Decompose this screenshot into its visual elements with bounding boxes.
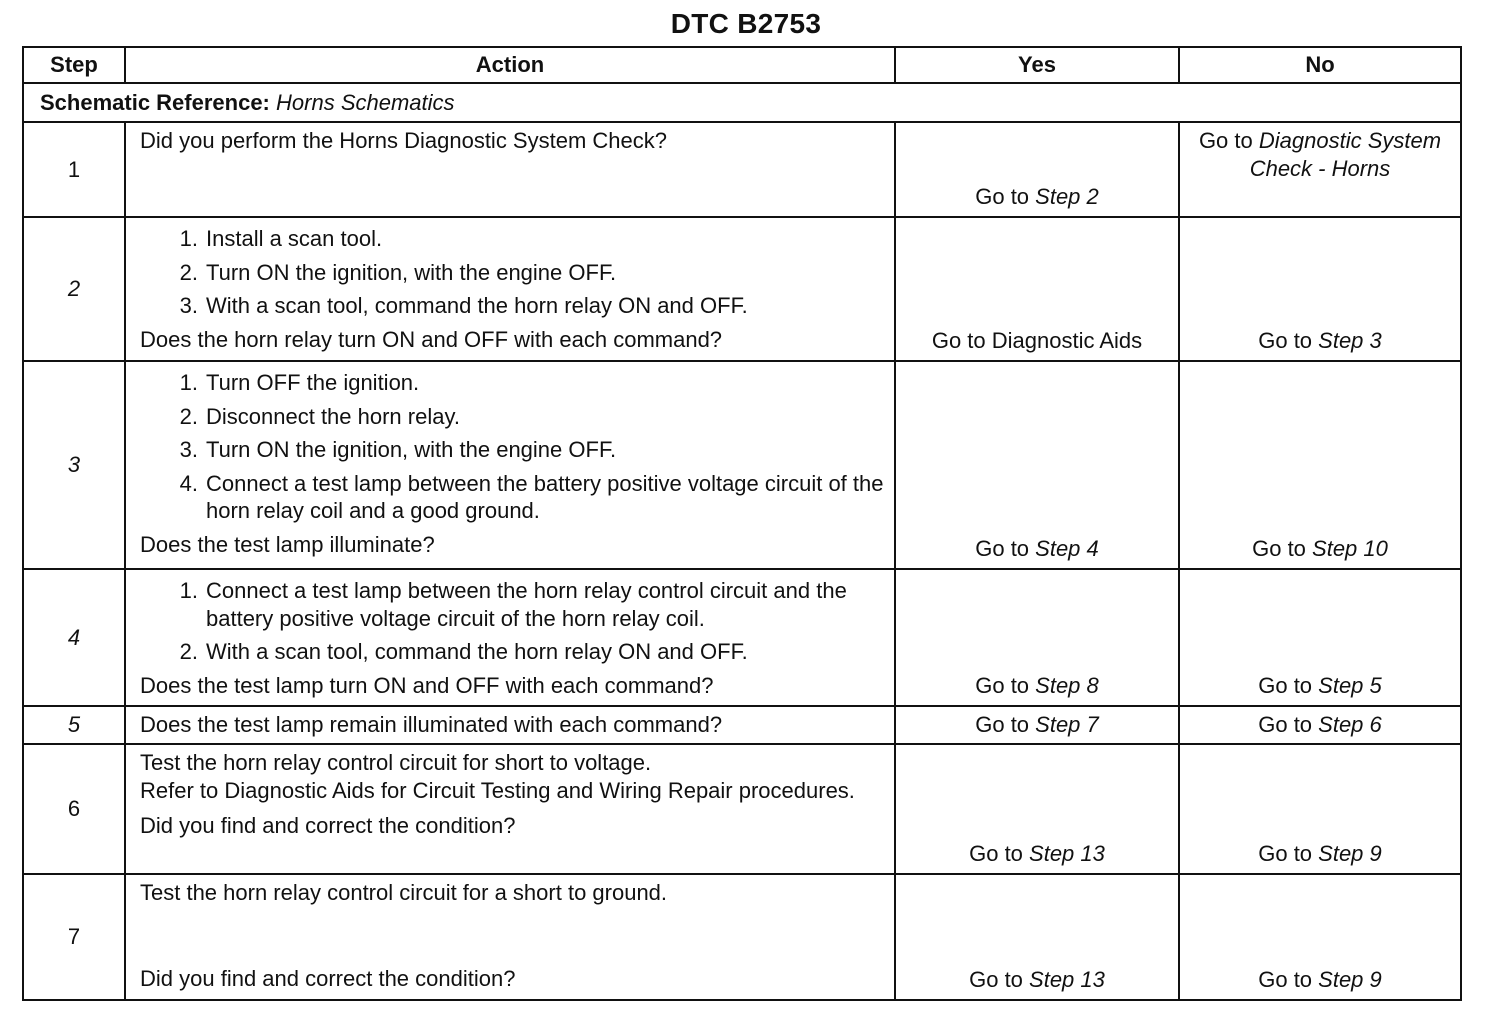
no-step-ref: Step 10 bbox=[1312, 535, 1388, 561]
action-cell bbox=[125, 744, 895, 874]
step-number: 7 bbox=[23, 874, 125, 1000]
action-step-text: Connect a test lamp between the battery positive voltage circuit of the horn relay coil and a good ground. bbox=[206, 470, 884, 523]
action-step-text: Turn ON the ignition, with the engine OFF. bbox=[206, 437, 617, 462]
action-step bbox=[140, 638, 884, 666]
no-prefix: Go to bbox=[1258, 327, 1319, 353]
action-question: Does the test lamp illuminate? bbox=[140, 531, 435, 557]
no-cell bbox=[1179, 361, 1461, 569]
action-step-text: With a scan tool, command the horn relay ON and OFF. bbox=[206, 293, 748, 318]
action-intro: Test the horn relay control circuit for short to voltage. bbox=[140, 750, 652, 775]
diagnostic-table bbox=[22, 46, 1462, 1001]
header-row bbox=[23, 47, 1461, 83]
action-step-number: 3. bbox=[179, 293, 198, 318]
yes-step-ref: Step 2 bbox=[1035, 183, 1099, 209]
action-cell bbox=[125, 361, 895, 569]
schematic-reference-name: Horns Schematics bbox=[276, 89, 455, 115]
no-cell bbox=[1179, 744, 1461, 874]
table-row bbox=[23, 744, 1461, 874]
schematic-reference-label: Schematic Reference: bbox=[40, 89, 270, 115]
yes-cell bbox=[895, 874, 1179, 1000]
action-step-text: Turn ON the ignition, with the engine OFF. bbox=[206, 259, 617, 285]
action-question: Did you find and correct the condition? bbox=[140, 965, 516, 991]
yes-step-ref: Step 4 bbox=[1035, 535, 1099, 561]
yes-prefix: Go to Diagnostic Aids bbox=[931, 327, 1143, 353]
action-steps bbox=[140, 577, 884, 666]
schematic-reference-row bbox=[23, 83, 1461, 122]
action-step bbox=[140, 225, 884, 253]
no-step-ref: Step 6 bbox=[1318, 712, 1382, 738]
action-question: Did you find and correct the condition? bbox=[140, 813, 516, 838]
action-cell bbox=[125, 569, 895, 706]
yes-prefix: Go to bbox=[975, 535, 1036, 561]
yes-prefix: Go to bbox=[975, 712, 1036, 738]
action-cell bbox=[125, 874, 895, 1000]
action-step-number: 4. bbox=[179, 470, 198, 496]
yes-cell bbox=[895, 569, 1179, 706]
no-cell bbox=[1179, 706, 1461, 744]
no-prefix: Go to bbox=[1198, 128, 1259, 153]
action-cell bbox=[125, 217, 895, 361]
no-step-ref: Step 9 bbox=[1318, 840, 1382, 866]
yes-cell bbox=[895, 217, 1179, 361]
action-step-text: Disconnect the horn relay. bbox=[206, 403, 460, 429]
action-step bbox=[140, 292, 884, 320]
action-step-text: Turn OFF the ignition. bbox=[206, 370, 420, 395]
no-step-ref: Step 5 bbox=[1318, 672, 1382, 698]
no-step-ref: Step 3 bbox=[1318, 327, 1382, 353]
action-step-number: 2. bbox=[179, 259, 198, 285]
spacer bbox=[140, 907, 884, 965]
action-step-number: 1. bbox=[179, 226, 198, 251]
step-number: 2 bbox=[23, 217, 125, 361]
action-question: Does the horn relay turn ON and OFF with each command? bbox=[140, 326, 723, 352]
no-cell bbox=[1179, 569, 1461, 706]
page-title: DTC B2753 bbox=[670, 8, 822, 39]
table-row bbox=[23, 706, 1461, 744]
action-step-text: Connect a test lamp between the horn relay control circuit and the battery positive voltage circuit of the horn relay coil. bbox=[206, 578, 847, 631]
no-prefix: Go to bbox=[1252, 535, 1313, 561]
step-number: 3 bbox=[23, 361, 125, 569]
yes-cell bbox=[895, 361, 1179, 569]
action-step bbox=[140, 369, 884, 397]
no-cell bbox=[1179, 874, 1461, 1000]
action-step-number: 2. bbox=[179, 403, 198, 429]
yes-step-ref: Step 13 bbox=[1029, 840, 1105, 866]
no-prefix: Go to bbox=[1258, 840, 1319, 866]
action-question: Did you perform the Horns Diagnostic System Check? bbox=[140, 128, 667, 153]
action-step-text: With a scan tool, command the horn relay ON and OFF. bbox=[206, 639, 748, 664]
step-number: 4 bbox=[23, 569, 125, 706]
action-steps bbox=[140, 369, 884, 525]
yes-cell bbox=[895, 706, 1179, 744]
table-row bbox=[23, 569, 1461, 706]
no-prefix: Go to bbox=[1258, 712, 1319, 738]
no-step-ref: Step 9 bbox=[1318, 966, 1382, 992]
action-step bbox=[140, 436, 884, 464]
yes-prefix: Go to bbox=[975, 183, 1036, 209]
no-prefix: Go to bbox=[1258, 672, 1319, 698]
header-step: Step bbox=[23, 47, 125, 83]
action-cell bbox=[125, 706, 895, 744]
action-intro: Test the horn relay control circuit for a short to ground. bbox=[140, 880, 668, 905]
table-row bbox=[23, 122, 1461, 217]
step-number: 1 bbox=[23, 122, 125, 217]
table-row bbox=[23, 361, 1461, 569]
yes-prefix: Go to bbox=[969, 966, 1030, 992]
no-cell bbox=[1179, 122, 1461, 217]
action-step-number: 1. bbox=[179, 370, 198, 395]
step-number: 6 bbox=[23, 744, 125, 874]
step-number: 5 bbox=[23, 706, 125, 744]
action-step bbox=[140, 577, 884, 632]
action-steps bbox=[140, 225, 884, 320]
yes-prefix: Go to bbox=[975, 672, 1036, 698]
header-no: No bbox=[1179, 47, 1461, 83]
no-step-ref: Diagnostic System Check - Horns bbox=[1249, 128, 1442, 181]
yes-step-ref: Step 13 bbox=[1029, 966, 1105, 992]
table-row bbox=[23, 217, 1461, 361]
header-action: Action bbox=[125, 47, 895, 83]
header-yes: Yes bbox=[895, 47, 1179, 83]
action-note: Refer to Diagnostic Aids for Circuit Testing and Wiring Repair procedures. bbox=[140, 777, 855, 803]
action-question: Does the test lamp remain illuminated with each command? bbox=[140, 712, 723, 737]
action-step-text: Install a scan tool. bbox=[206, 226, 383, 251]
yes-cell bbox=[895, 744, 1179, 874]
yes-prefix: Go to bbox=[969, 840, 1030, 866]
action-step bbox=[140, 470, 884, 525]
no-cell bbox=[1179, 217, 1461, 361]
action-step-number: 3. bbox=[179, 437, 198, 462]
action-question: Does the test lamp turn ON and OFF with each command? bbox=[140, 672, 714, 698]
yes-step-ref: Step 8 bbox=[1035, 672, 1099, 698]
action-step bbox=[140, 403, 884, 431]
yes-step-ref: Step 7 bbox=[1035, 712, 1099, 738]
action-step bbox=[140, 259, 884, 287]
action-cell bbox=[125, 122, 895, 217]
schematic-reference bbox=[23, 83, 1461, 122]
no-prefix: Go to bbox=[1258, 966, 1319, 992]
action-step-number: 1. bbox=[179, 578, 198, 603]
table-row bbox=[23, 874, 1461, 1000]
action-step-number: 2. bbox=[179, 639, 198, 664]
yes-cell bbox=[895, 122, 1179, 217]
